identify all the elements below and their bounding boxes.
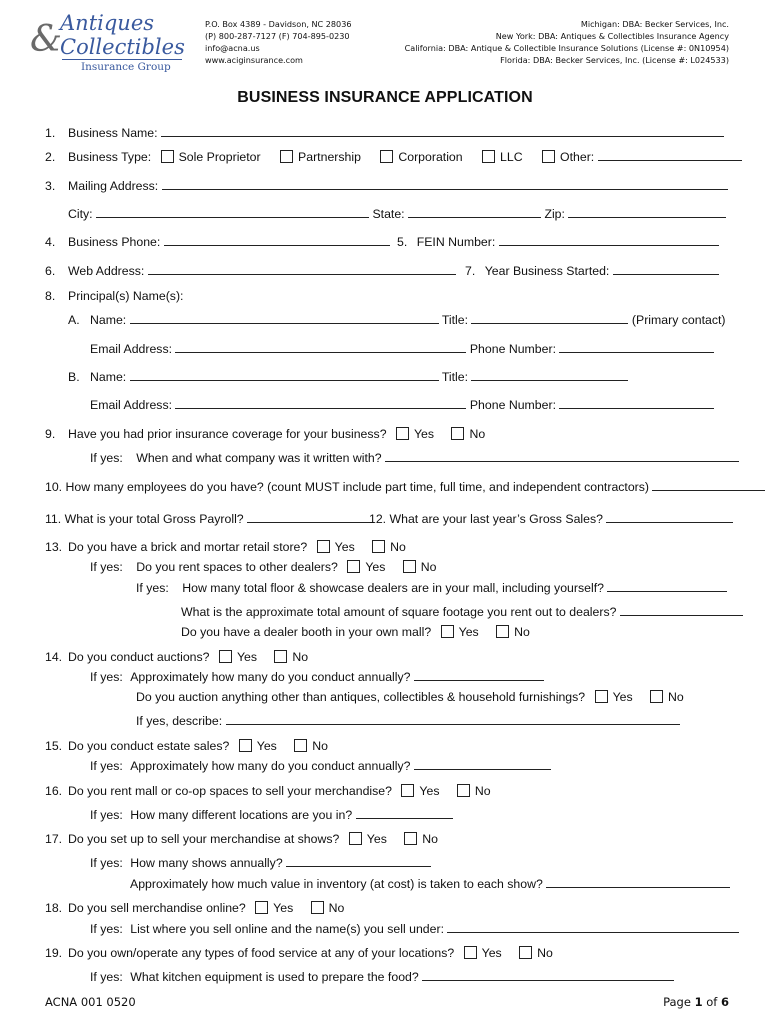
yes-label: Yes xyxy=(413,427,435,441)
rent-spaces-label: Do you rent spaces to other dealers? xyxy=(136,560,338,574)
business-type-label: Business Type: xyxy=(68,150,152,164)
principal-b-title-field[interactable] xyxy=(471,369,628,381)
page-total: 6 xyxy=(720,995,729,1009)
city-label: City: xyxy=(68,207,93,221)
logo-rule xyxy=(62,59,182,60)
year-started-field[interactable] xyxy=(613,263,719,275)
q19-number: 19. xyxy=(45,946,63,960)
food-service-label: Do you own/operate any types of food service at any of your locations? xyxy=(68,946,455,960)
principal-b-email-label: Email Address: xyxy=(90,398,173,412)
food-service-no-checkbox[interactable] xyxy=(519,946,532,959)
sole-proprietor-checkbox[interactable] xyxy=(161,150,174,163)
when-company-label: When and what company was it written with? xyxy=(136,451,382,465)
q13-rent-row xyxy=(90,559,437,575)
no-label: No xyxy=(474,784,491,798)
business-phone-field[interactable] xyxy=(164,234,390,246)
partnership-label: Partnership xyxy=(298,150,361,164)
web-address-label: Web Address: xyxy=(68,264,145,278)
principal-a-email-field[interactable] xyxy=(175,341,466,353)
yes-label: Yes xyxy=(256,739,277,753)
fein-label: FEIN Number: xyxy=(416,235,496,249)
locations-label: How many different locations are you in? xyxy=(130,808,353,822)
page-indicator xyxy=(663,995,729,1009)
q17-row xyxy=(68,831,438,847)
q18-number: 18. xyxy=(45,901,63,915)
approx-annually-label: Approximately how many do you conduct annually? xyxy=(130,670,411,684)
q16-number: 16. xyxy=(45,784,63,798)
no-label: No xyxy=(390,540,406,554)
zip-label: Zip: xyxy=(544,207,565,221)
prior-insurance-no-checkbox[interactable] xyxy=(451,427,464,440)
q10-number: 10. xyxy=(45,480,63,494)
state-field[interactable] xyxy=(408,206,541,218)
yes-label: Yes xyxy=(366,832,387,846)
when-company-field[interactable] xyxy=(385,450,739,462)
no-label: No xyxy=(312,739,328,753)
q7-row xyxy=(465,263,719,279)
rent-mall-no-checkbox[interactable] xyxy=(457,784,470,797)
if-yes-label: If yes: xyxy=(90,759,123,773)
principal-b-name-label: Name: xyxy=(90,370,127,384)
floor-dealers-field[interactable] xyxy=(607,580,727,592)
no-label: No xyxy=(668,690,684,704)
q9-number: 9. xyxy=(45,427,56,441)
other-label: Other: xyxy=(560,150,595,164)
yes-label: Yes xyxy=(334,540,355,554)
q13-number: 13. xyxy=(45,540,63,554)
gross-payroll-field[interactable] xyxy=(247,511,374,523)
mailing-address-field[interactable] xyxy=(162,178,728,190)
q9-ifyes-row xyxy=(90,450,739,466)
employees-field[interactable] xyxy=(652,479,765,491)
estate-sales-annually-field[interactable] xyxy=(414,758,551,770)
brick-mortar-no-checkbox[interactable] xyxy=(372,540,385,553)
q4-number: 4. xyxy=(45,235,56,249)
principal-b-row xyxy=(90,369,628,385)
sole-proprietor-label: Sole Proprietor xyxy=(178,150,261,164)
dba-michigan: Michigan: DBA: Becker Services, Inc. xyxy=(580,19,729,29)
principal-a-name-label: Name: xyxy=(90,313,127,327)
square-footage-field[interactable] xyxy=(620,604,743,616)
q17-shows-row xyxy=(90,855,431,871)
q8-number: 8. xyxy=(45,289,56,303)
no-label: No xyxy=(469,427,486,441)
yes-label: Yes xyxy=(236,650,257,664)
dba-florida: Florida: DBA: Becker Services, Inc. (License #: L024533) xyxy=(500,55,729,65)
estate-sales-yes-checkbox[interactable] xyxy=(239,739,252,752)
if-yes-label: If yes: xyxy=(136,581,169,595)
online-no-checkbox[interactable] xyxy=(311,901,324,914)
online-label: Do you sell merchandise online? xyxy=(68,901,246,915)
rent-mall-yes-checkbox[interactable] xyxy=(401,784,414,797)
zip-field[interactable] xyxy=(568,206,726,218)
business-name-label: Business Name: xyxy=(68,126,158,140)
logo-antiques: Antiques xyxy=(60,11,155,35)
business-name-field[interactable] xyxy=(161,125,724,137)
q14-other-row xyxy=(136,689,684,705)
q9-row xyxy=(68,426,485,442)
q12-row xyxy=(369,511,733,527)
fein-field[interactable] xyxy=(499,234,719,246)
shows-label: Do you set up to sell your merchandise at shows? xyxy=(68,832,340,846)
principal-a-row xyxy=(90,312,726,328)
corporation-checkbox[interactable] xyxy=(380,150,393,163)
auction-other-no-checkbox[interactable] xyxy=(650,690,663,703)
page-title: BUSINESS INSURANCE APPLICATION xyxy=(237,89,533,106)
q4-row xyxy=(68,234,390,250)
shows-annually-field[interactable] xyxy=(286,855,431,867)
dealer-booth-no-checkbox[interactable] xyxy=(496,625,509,638)
yes-label: Yes xyxy=(458,625,479,639)
q10-row xyxy=(45,479,765,495)
q1-row xyxy=(68,125,724,141)
web-address-field[interactable] xyxy=(148,263,456,275)
year-started-label: Year Business Started: xyxy=(484,264,610,278)
no-label: No xyxy=(328,901,345,915)
principal-a-name-field[interactable] xyxy=(130,312,439,324)
q1-number: 1. xyxy=(45,126,56,140)
rent-spaces-no-checkbox[interactable] xyxy=(403,560,416,573)
dealer-booth-label: Do you have a dealer booth in your own mall? xyxy=(181,625,432,639)
brick-mortar-label: Do you have a brick and mortar retail store? xyxy=(68,540,308,554)
q3-number: 3. xyxy=(45,179,56,193)
locations-field[interactable] xyxy=(356,807,453,819)
floor-dealers-label: How many total floor & showcase dealers are in your mall, including yourself? xyxy=(182,581,604,595)
q18-list-row xyxy=(90,921,739,937)
q14-number: 14. xyxy=(45,650,63,664)
principal-b-email-field[interactable] xyxy=(175,397,466,409)
brick-mortar-yes-checkbox[interactable] xyxy=(317,540,330,553)
if-yes-label: If yes: xyxy=(90,670,123,684)
q11-row xyxy=(45,511,374,527)
q18-row xyxy=(68,900,344,916)
q13-dealers-row xyxy=(136,580,727,596)
if-yes-label: If yes: xyxy=(90,970,123,984)
estate-sales-label: Do you conduct estate sales? xyxy=(68,739,230,753)
no-label: No xyxy=(420,560,437,574)
mailing-address-label: Mailing Address: xyxy=(68,179,159,193)
q13-sqft-row xyxy=(181,604,743,620)
dba-newyork: New York: DBA: Antiques & Collectibles Insurance Agency xyxy=(495,31,729,41)
primary-contact-note: (Primary contact) xyxy=(631,313,726,327)
dealer-booth-yes-checkbox[interactable] xyxy=(441,625,454,638)
principal-a-phone-field[interactable] xyxy=(559,341,714,353)
auctions-label: Do you conduct auctions? xyxy=(68,650,210,664)
principal-a-email-label: Email Address: xyxy=(90,342,173,356)
auctions-yes-checkbox[interactable] xyxy=(219,650,232,663)
auction-anything-label: Do you auction anything other than antiques, collectibles & household furnishings? xyxy=(136,690,586,704)
list-online-field[interactable] xyxy=(447,921,739,933)
estate-sales-no-checkbox[interactable] xyxy=(294,739,307,752)
principal-b-letter: B. xyxy=(68,370,80,384)
yes-label: Yes xyxy=(612,690,633,704)
corporation-label: Corporation xyxy=(398,150,463,164)
q7-number: 7. xyxy=(465,264,476,278)
logo-insurance-group: Insurance Group xyxy=(81,61,171,73)
q2-row xyxy=(68,149,742,165)
if-yes-label: If yes: xyxy=(90,560,123,574)
business-phone-label: Business Phone: xyxy=(68,235,161,249)
page-word: Page xyxy=(663,995,691,1009)
q16-row xyxy=(68,783,491,799)
q16-locations-row xyxy=(90,807,453,823)
if-yes-label: If yes: xyxy=(90,808,123,822)
gross-sales-label: 12. What are your last year’s Gross Sales? xyxy=(369,512,603,526)
auction-other-yes-checkbox[interactable] xyxy=(595,690,608,703)
logo-ampersand: & xyxy=(30,19,63,60)
kitchen-label: What kitchen equipment is used to prepare the food? xyxy=(130,970,419,984)
yes-label: Yes xyxy=(481,946,502,960)
q14-annual-row xyxy=(90,669,544,685)
principal-b-phone-label: Phone Number: xyxy=(469,398,556,412)
q2-number: 2. xyxy=(45,150,56,164)
principal-b-contact-row xyxy=(90,397,714,413)
header-email[interactable]: info@acna.us xyxy=(205,43,260,53)
q3-row xyxy=(68,178,728,194)
rent-spaces-yes-checkbox[interactable] xyxy=(347,560,360,573)
q14-describe-row xyxy=(136,713,680,729)
city-field[interactable] xyxy=(96,206,369,218)
city-state-zip-row xyxy=(68,206,726,222)
other-type-field[interactable] xyxy=(598,149,742,161)
state-label: State: xyxy=(372,207,405,221)
q5-number: 5. xyxy=(397,235,408,249)
if-yes-label: If yes: xyxy=(90,451,123,465)
if-yes-describe-label: If yes, describe: xyxy=(136,714,223,728)
header-address: P.O. Box 4389 - Davidson, NC 28036 xyxy=(205,19,352,29)
principal-b-name-field[interactable] xyxy=(130,369,439,381)
q13-row xyxy=(68,539,406,555)
online-yes-checkbox[interactable] xyxy=(255,901,268,914)
no-label: No xyxy=(537,946,553,960)
yes-label: Yes xyxy=(419,784,440,798)
q15-row xyxy=(68,738,328,754)
yes-label: Yes xyxy=(365,560,386,574)
auction-describe-field[interactable] xyxy=(226,713,680,725)
if-yes-label: If yes: xyxy=(90,856,123,870)
header-phone: (P) 800-287-7127 (F) 704-895-0230 xyxy=(205,31,350,41)
other-checkbox[interactable] xyxy=(542,150,555,163)
kitchen-field[interactable] xyxy=(422,969,674,981)
q13-booth-row xyxy=(181,624,530,640)
llc-label: LLC xyxy=(500,150,523,164)
of-word: of xyxy=(706,995,718,1009)
principal-a-contact-row xyxy=(90,341,714,357)
inventory-value-field[interactable] xyxy=(546,876,730,888)
principal-a-phone-label: Phone Number: xyxy=(469,342,556,356)
employees-label: How many employees do you have? (count MUST include part time, full time, and independent contractors) xyxy=(65,480,650,494)
q5-row xyxy=(397,234,719,250)
if-yes-label: If yes: xyxy=(90,922,123,936)
principal-b-phone-field[interactable] xyxy=(559,397,714,409)
header-web[interactable]: www.aciginsurance.com xyxy=(205,55,303,65)
shows-no-checkbox[interactable] xyxy=(404,832,417,845)
principal-a-title-field[interactable] xyxy=(471,312,628,324)
form-id: ACNA 001 0520 xyxy=(45,995,136,1009)
principals-label: Principal(s) Name(s): xyxy=(68,289,184,303)
prior-insurance-yes-checkbox[interactable] xyxy=(396,427,409,440)
q15-annual-row xyxy=(90,758,551,774)
q17-number: 17. xyxy=(45,832,63,846)
approx-annually-label: Approximately how many do you conduct annually? xyxy=(130,759,411,773)
principal-a-title-label: Title: xyxy=(441,313,469,327)
q6-row xyxy=(68,263,456,279)
gross-sales-field[interactable] xyxy=(606,511,733,523)
principal-b-title-label: Title: xyxy=(441,370,469,384)
principal-a-letter: A. xyxy=(68,313,80,327)
rent-mall-label: Do you rent mall or co-op spaces to sell your merchandise? xyxy=(68,784,392,798)
inventory-value-label: Approximately how much value in inventory (at cost) is taken to each show? xyxy=(130,877,543,891)
auctions-annually-field[interactable] xyxy=(414,669,544,681)
q19-kitchen-row xyxy=(90,969,674,985)
shows-yes-checkbox[interactable] xyxy=(349,832,362,845)
no-label: No xyxy=(514,625,530,639)
q14-row xyxy=(68,649,308,665)
q19-row xyxy=(68,945,553,961)
logo-collectibles: Collectibles xyxy=(60,35,185,59)
list-online-label: List where you sell online and the name(s) you sell under: xyxy=(130,922,444,936)
gross-payroll-label: 11. What is your total Gross Payroll? xyxy=(45,512,244,526)
no-label: No xyxy=(292,650,309,664)
food-service-yes-checkbox[interactable] xyxy=(464,946,477,959)
llc-checkbox[interactable] xyxy=(482,150,495,163)
q15-number: 15. xyxy=(45,739,63,753)
partnership-checkbox[interactable] xyxy=(280,150,293,163)
q6-number: 6. xyxy=(45,264,56,278)
dba-california: California: DBA: Antique & Collectible Insurance Solutions (License #: 0N10954) xyxy=(404,43,729,53)
no-label: No xyxy=(422,832,438,846)
square-footage-label: What is the approximate total amount of square footage you rent out to dealers? xyxy=(181,605,617,619)
page-number: 1 xyxy=(694,995,703,1009)
prior-insurance-label: Have you had prior insurance coverage for your business? xyxy=(68,427,387,441)
shows-annually-label: How many shows annually? xyxy=(130,856,283,870)
yes-label: Yes xyxy=(273,901,294,915)
q17-inventory-row xyxy=(130,876,730,892)
auctions-no-checkbox[interactable] xyxy=(274,650,287,663)
